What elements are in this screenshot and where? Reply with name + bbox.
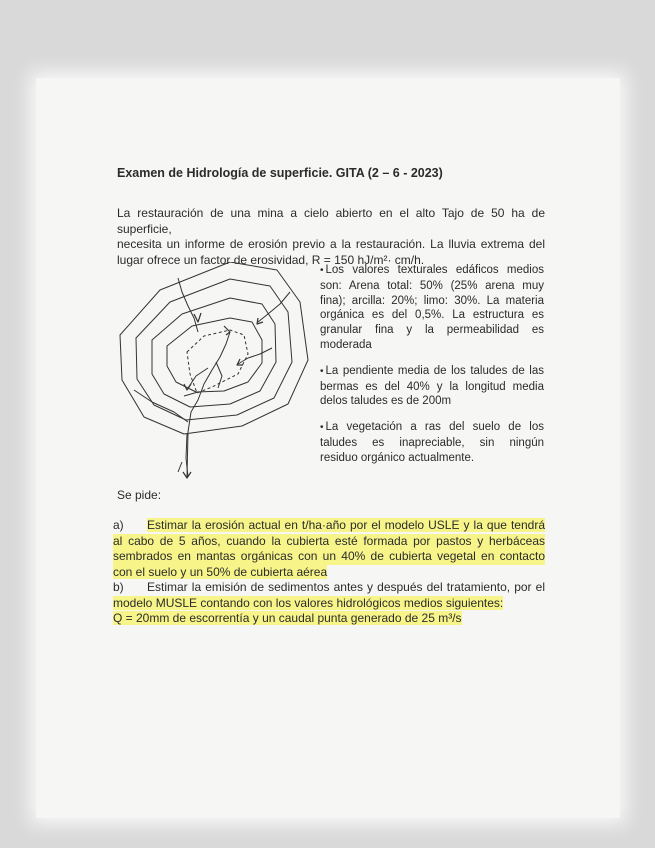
condition-line: orgánica es del 0,5%. La estructura es — [320, 309, 544, 322]
task-a-text: con el suelo y un 50% de cubierta aérea — [113, 564, 328, 579]
condition-line: granular fina y la permeabilidad es — [320, 324, 544, 337]
condition-line: taludes es inapreciable, sin ningún — [320, 436, 544, 449]
stream-right-upper — [258, 292, 290, 322]
condition-item-slope — [320, 364, 544, 409]
condition-item-vegetation — [320, 420, 544, 465]
task-b-line — [113, 611, 545, 627]
task-b-text: Q = 20mm de escorrentía y un caudal punta generado de 25 m³/s — [113, 611, 462, 625]
bullet-icon: • — [320, 365, 324, 377]
intro-paragraph — [117, 206, 545, 268]
intro-line: lugar ofrece un factor de erosividad, R = 150 hJ/m²· cm/h. — [117, 252, 425, 267]
task-a-marker: a) — [113, 518, 124, 532]
task-b-text: modelo MUSLE contando con los valores hidrológicos medios siguientes: — [113, 595, 504, 610]
se-pide-label: Se pide: — [117, 488, 162, 502]
tasks-section — [113, 518, 545, 627]
exam-title: Examen de Hidrología de superficie. GITA (2 – 6 - 2023) — [117, 166, 443, 180]
task-a-line: sembrados en mantas orgánicas con un 40% de cubierta vegetal en contacto — [113, 549, 545, 563]
condition-line: residuo orgánico actualmente. — [320, 451, 475, 464]
task-b-marker: b) — [113, 580, 124, 594]
task-b-line — [113, 596, 545, 612]
condition-line: fina); arcilla: 20%; limo: 30%. La materia — [320, 294, 544, 307]
condition-line: Los valores texturales edáficos medios — [325, 264, 544, 276]
stream-left-upper — [178, 278, 198, 332]
outlet-branch — [178, 462, 182, 472]
condition-line: moderada — [320, 338, 372, 351]
tributary-b — [216, 362, 222, 388]
intro-line: necesita un informe de erosión previo a la restauración. La lluvia extrema del — [117, 237, 545, 251]
tributary-c — [184, 392, 198, 396]
bullet-icon: • — [320, 422, 324, 434]
third-contour — [152, 298, 276, 407]
condition-line: La vegetación a ras del suelo de los — [325, 421, 544, 434]
task-b-text: Estimar la emisión de sedimentos antes y después del tratamiento, por el — [147, 580, 545, 594]
conditions-list — [320, 263, 544, 477]
task-a-line — [113, 565, 545, 581]
intro-line: La restauración de una mina a cielo abierto en el alto Tajo de 50 ha de superficie, — [117, 206, 545, 236]
task-a-text: Estimar la erosión actual en t/ha·año por el modelo USLE y la que tendrá — [147, 518, 545, 532]
stream-right-mid — [238, 348, 272, 364]
mine-terrace-diagram — [112, 262, 317, 487]
condition-line: bermas es del 40% y la longitud media — [320, 380, 544, 393]
outer-contour — [120, 262, 308, 434]
condition-line: son: Arena total: 50% (25% arena muy — [320, 279, 544, 292]
condition-item-texture — [320, 263, 544, 353]
condition-line: La pendiente media de los taludes de las — [325, 364, 544, 377]
task-b-line — [113, 580, 545, 596]
condition-line: delos taludes es de 200m — [320, 395, 452, 408]
bullet-icon: • — [320, 265, 324, 276]
task-a-line: al cabo de 5 años, cuando la cubierta esté formada por pastos y herbáceas — [113, 533, 545, 548]
task-a-line — [113, 518, 545, 534]
